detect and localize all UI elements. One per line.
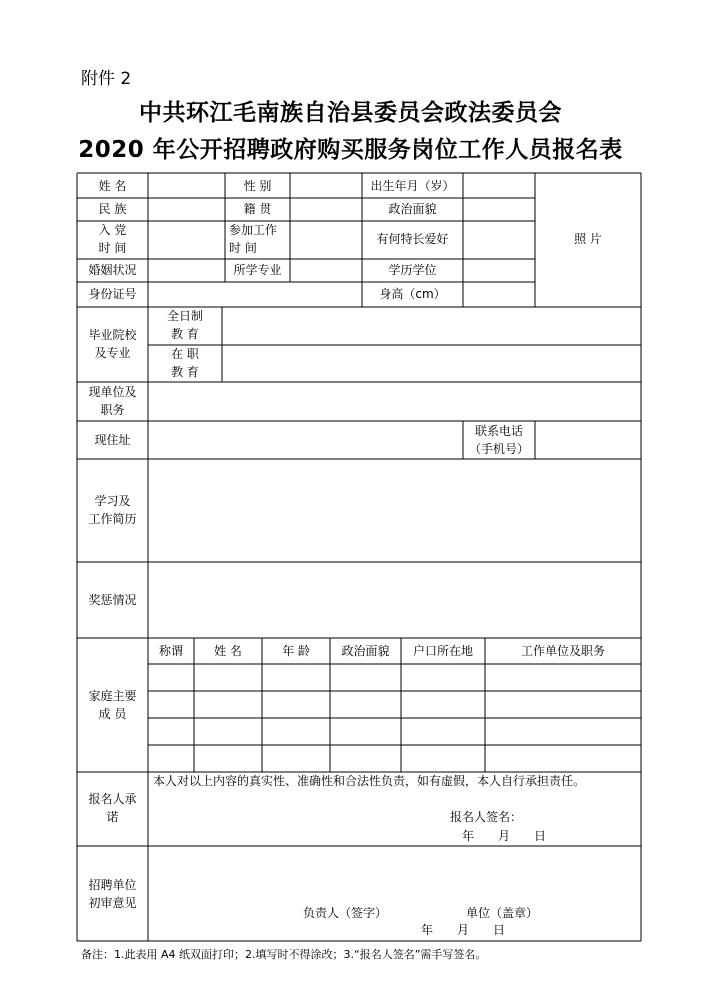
family-header-hukou: 户口所在地: [412, 644, 473, 658]
form-title-line2: 2020 年公开招聘政府购买服务岗位工作人员报名表: [78, 137, 623, 163]
label-pledge-1: 报名人承: [88, 792, 137, 806]
label-resume-1: 学习及: [94, 494, 131, 508]
label-phone-2: （手机号）: [468, 442, 529, 456]
label-review-2: 初审意见: [88, 896, 137, 910]
label-review-1: 招聘单位: [88, 878, 137, 892]
footnote: 备注：1.此表用 A4 纸双面打印；2.填写时不得涂改；3.“报名人签名”需手写签名。: [81, 948, 487, 961]
label-gender: 性 别: [243, 179, 272, 193]
label-birth: 出生年月（岁）: [370, 179, 455, 193]
label-employer-1: 现单位及: [88, 385, 137, 399]
label-hobbies: 有何特长爱好: [376, 232, 449, 246]
label-ethnicity: 民 族: [98, 202, 127, 216]
label-school-1: 毕业院校: [88, 328, 137, 342]
label-work-start-2: 时 间: [229, 241, 257, 255]
attachment-label: 附件 2: [81, 69, 132, 89]
label-family-2: 成 员: [98, 707, 127, 721]
review-date: 年 月 日: [421, 923, 506, 937]
label-address: 现住址: [94, 433, 131, 447]
label-degree: 学历学位: [388, 263, 437, 277]
responsible-signature-label: 负责人（签字）: [303, 906, 388, 920]
label-political-status: 政治面貌: [388, 202, 437, 216]
label-fulltime-2: 教 育: [171, 327, 199, 341]
label-party-join-2: 时 间: [98, 241, 127, 255]
label-party-join-1: 入 党: [98, 223, 127, 237]
label-phone-1: 联系电话: [474, 424, 523, 438]
label-work-start-1: 参加工作: [229, 223, 278, 237]
label-fulltime-1: 全日制: [166, 309, 203, 323]
family-header-workplace: 工作单位及职务: [520, 644, 605, 658]
label-major: 所学专业: [233, 263, 282, 277]
family-header-name: 姓 名: [214, 644, 242, 658]
family-header-title: 称谓: [158, 644, 183, 658]
family-header-age: 年 龄: [282, 644, 310, 658]
label-marital: 婚姻状况: [88, 263, 137, 277]
label-pledge-2: 诺: [106, 810, 119, 824]
label-height: 身高（cm）: [379, 287, 446, 301]
label-inservice-1: 在 职: [171, 347, 199, 361]
label-awards: 奖惩情况: [88, 593, 137, 607]
label-photo: 照 片: [574, 232, 602, 246]
pledge-text: 本人对以上内容的真实性、准确性和合法性负责，如有虚假，本人自行承担责任。: [153, 774, 586, 788]
label-inservice-2: 教 育: [171, 365, 199, 379]
label-school-2: 及专业: [94, 346, 131, 360]
applicant-signature-label: 报名人签名：: [450, 810, 523, 824]
applicant-date: 年 月 日: [462, 829, 547, 843]
label-resume-2: 工作简历: [88, 512, 137, 526]
label-id-card: 身份证号: [88, 287, 137, 301]
label-employer-2: 职务: [100, 403, 125, 417]
family-header-political: 政治面貌: [341, 644, 390, 658]
form-title-line1: 中共环江毛南族自治县委员会政法委员会: [139, 100, 562, 126]
unit-seal-label: 单位（盖章）: [466, 906, 539, 920]
label-family-1: 家庭主要: [88, 689, 137, 703]
label-native-place: 籍 贯: [243, 202, 272, 216]
label-name: 姓 名: [98, 179, 127, 193]
